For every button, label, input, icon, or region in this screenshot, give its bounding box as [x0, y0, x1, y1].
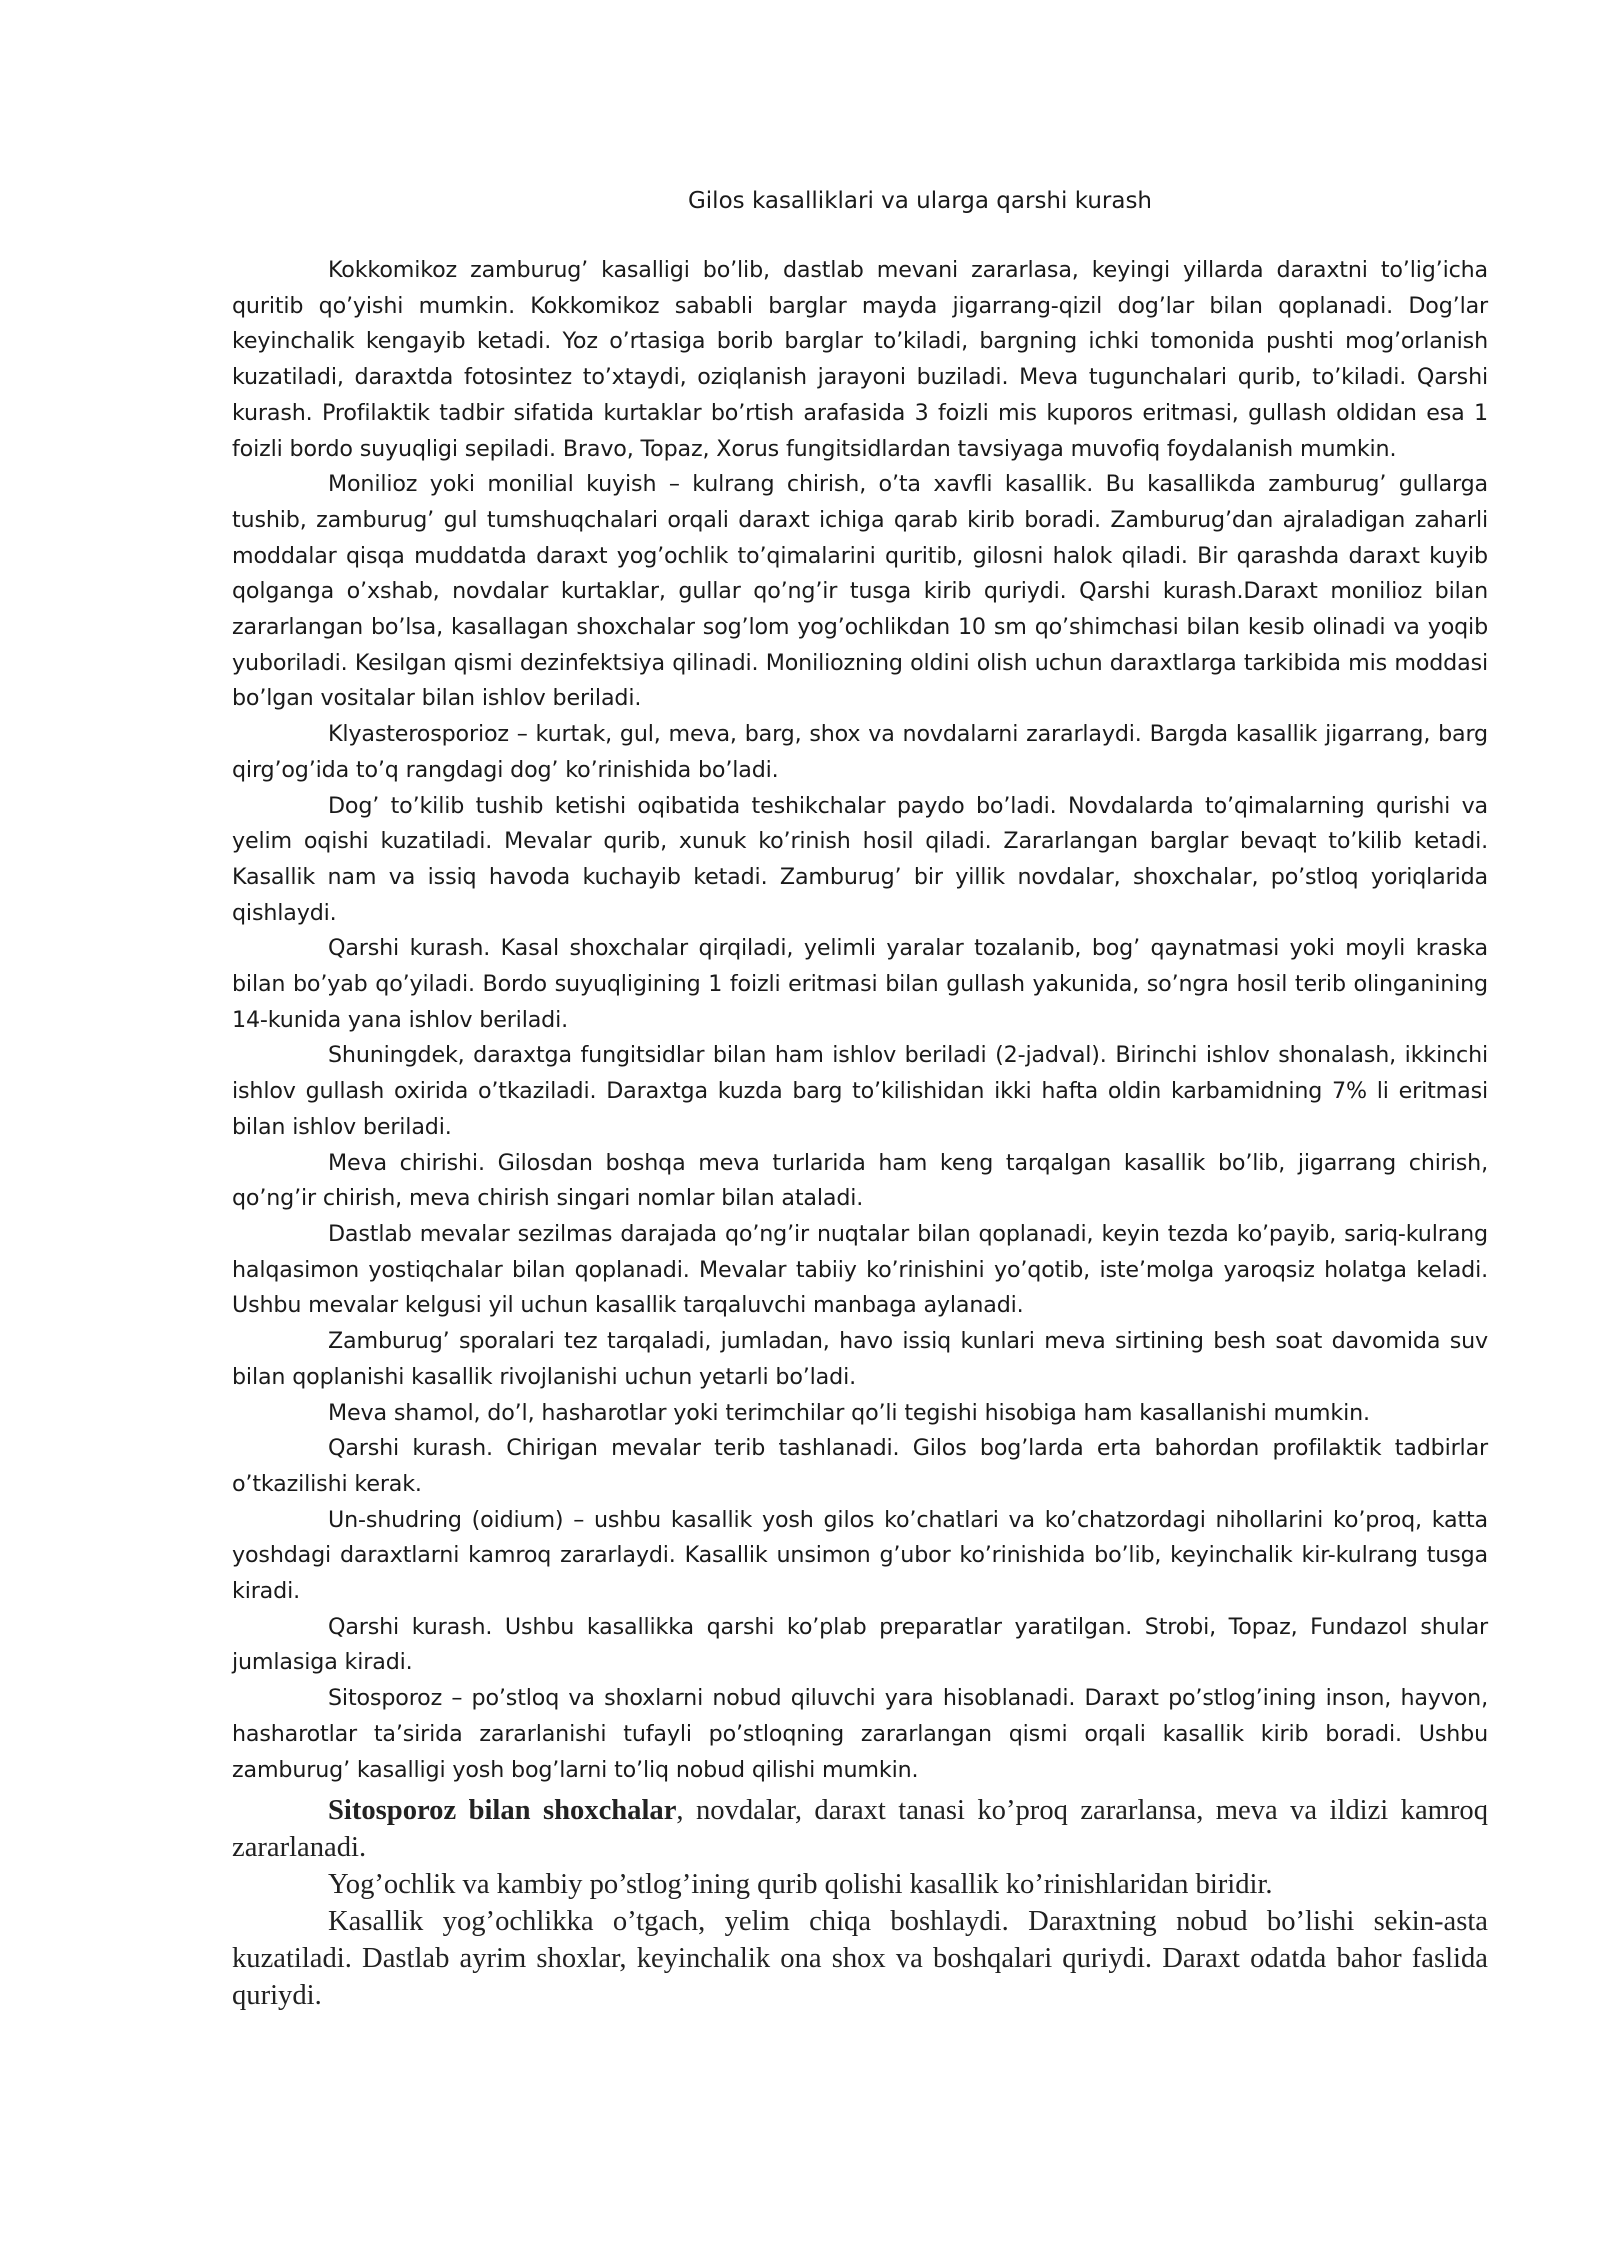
paragraph-meva-shamol: Meva shamol, do’l, hasharotlar yoki terimchilar qo’li tegishi hisobiga ham kasallanishi mumkin. [328, 1399, 1370, 1426]
paragraph-kasallik-yogochlikka: Kasallik yog’ochlikka o’tgach, yelim chiqa boshlaydi. Daraxtning nobud bo’lishi sekin-asta kuzatiladi. Dastlab ayrim shoxlar, keyinchalik ona shox va boshqalari quriydi. Daraxt odatda bahor faslida quriydi. [232, 1906, 1488, 2012]
paragraph-sitosporoz-shoxchalar [232, 1792, 1488, 1866]
paragraph-qarshi-kurash-1: Qarshi kurash. Kasal shoxchalar qirqiladi, yelimli yaralar tozalanib, bog’ qaynatmasi yoki moyli kraska bilan bo’yab qo’yiladi. Bordo suyuqligining 1 foizli eritmasi bilan gullash yakunida, so’ngra hosil terib olinganining 14-kunida yana ishlov beriladi. [232, 935, 1488, 1033]
document-title: Gilos kasalliklari va ularga qarshi kurash [687, 188, 1153, 214]
paragraph-dastlab-mevalar: Dastlab mevalar sezilmas darajada qo’ng’ir nuqtalar bilan qoplanadi, keyin tezda ko’payib, sariq-kulrang halqasimon yostiqchalar bilan qoplanadi. Mevalar tabiiy ko’rinishini yo’qotib, iste’molga yaroqsiz holatga keladi. Ushbu mevalar kelgusi yil uchun kasallik tarqaluvchi manbaga aylanadi. [232, 1220, 1488, 1319]
paragraph-qarshi-kurash-3: Qarshi kurash. Ushbu kasallikka qarshi ko’plab preparatlar yaratilgan. Strobi, Topaz, Fundazol shular jumlasiga kiradi. [232, 1613, 1488, 1676]
paragraph-monilioz: Monilioz yoki monilial kuyish – kulrang chirish, o’ta xavfli kasallik. Bu kasallikda zamburug’ gullarga tushib, zamburug’ gul tumshuqchalari orqali daraxt ichiga qarab kirib boradi. Zamburug’dan ajraladigan zaharli moddalar qisqa muddatda daraxt yog’ochlik to’qimalarini quritib, gilosni halok qiladi. Bir qarashda daraxt kuyib qolganga o’xshab, novdalar kurtaklar, gullar qo’ng’ir tusga kirib quriydi. Qarshi kurash.Daraxt monilioz bilan zararlangan bo’lsa, kasallagan shoxchalar sog’lom yog’ochlikdan 10 sm qo’shimchasi bilan kesib olinadi va yoqib yuboriladi. Kesilgan qismi dezinfektsiya qilinadi. Moniliozning oldini olish uchun daraxtlarga tarkibida mis moddasi bo’lgan vositalar bilan ishlov beriladi. [232, 471, 1488, 712]
paragraph-qarshi-kurash-2: Qarshi kurash. Chirigan mevalar terib tashlanadi. Gilos bog’larda erta bahordan profilaktik tadbirlar o’tkazilishi kerak. [232, 1435, 1488, 1497]
paragraph-sporalar: Zamburug’ sporalari tez tarqaladi, jumladan, havo issiq kunlari meva sirtining besh soat davomida suv bilan qoplanishi kasallik rivojlanishi uchun yetarli bo’ladi. [232, 1328, 1488, 1390]
paragraph-un-shudring: Un-shudring (oidium) – ushbu kasallik yosh gilos ko’chatlari va ko’chatzordagi nihollarini ko’proq, katta yoshdagi daraxtlarni kamroq zararlaydi. Kasallik unsimon g’ubor ko’rinishida bo’lib, keyinchalik kir-kulrang tusga kiradi. [232, 1506, 1488, 1605]
paragraph-klyasterosporioz: Klyasterosporioz – kurtak, gul, meva, barg, shox va novdalarni zararlaydi. Bargda kasallik jigarrang, barg qirg’og’ida to’q rangdagi dog’ ko’rinishida bo’ladi. [232, 721, 1488, 783]
bold-lead-text: Sitosporoz bilan shoxchalar [328, 1795, 677, 1827]
paragraph-meva-chirishi: Meva chirishi. Gilosdan boshqa meva turlarida ham keng tarqalgan kasallik bo’lib, jigarrang chirish, qo’ng’ir chirish, meva chirish singari nomlar bilan ataladi. [232, 1149, 1488, 1212]
document-body [232, 183, 1488, 2014]
paragraph-sitosporoz: Sitosporoz – po’stloq va shoxlarni nobud qiluvchi yara hisoblanadi. Daraxt po’stlog’ining inson, hayvon, hasharotlar ta’sirida zararlanishi tufayli po’stloqning zararlangan qismi orqali kasallik kirib boradi. Ushbu zamburug’ kasalligi yosh bog’larni to’liq nobud qilishi mumkin. [232, 1685, 1488, 1783]
paragraph-continuation: , novdalar, daraxt tanasi ko’proq zararlansa, meva va ildizi kamroq zararlanadi. [232, 1795, 1489, 1864]
paragraph-fungitsidlar: Shuningdek, daraxtga fungitsidlar bilan ham ishlov beriladi (2-jadval). Birinchi ishlov shonalash, ikkinchi ishlov gullash oxirida o’tkaziladi. Daraxtga kuzda barg to’kilishidan ikki hafta oldin karbamidning 7% li eritmasi bilan ishlov beriladi. [232, 1042, 1488, 1140]
serif-section [232, 1792, 1488, 2014]
paragraph-yogochlik: Yog’ochlik va kambiy po’stlog’ining qurib qolishi kasallik ko’rinishlaridan biridir. [328, 1869, 1273, 1901]
paragraph-dog-tokilib: Dog’ to’kilib tushib ketishi oqibatida teshikchalar paydo bo’ladi. Novdalarda to’qimalarning qurishi va yelim oqishi kuzatiladi. Mevalar qurib, xunuk ko’rinish hosil qiladi. Zararlangan barglar bevaqt to’kilib ketadi. Kasallik nam va issiq havoda kuchayib ketadi. Zamburug’ bir yillik novdalar, shoxchalar, po’stloq yoriqlarida qishlaydi. [232, 792, 1488, 926]
paragraph-kokkomikoz: Kokkomikoz zamburug’ kasalligi bo’lib, dastlab mevani zararlasa, keyingi yillarda daraxtni to’lig’icha quritib qo’yishi mumkin. Kokkomikoz sababli barglar mayda jigarrang-qizil dog’lar bilan qoplanadi. Dog’lar keyinchalik kengayib ketadi. Yoz o’rtasiga borib barglar to’kiladi, bargning ichki tomonida pushti mog’orlanish kuzatiladi, daraxtda fotosintez to’xtaydi, oziqlanish jarayoni buziladi. Meva tugunchalari qurib, to’kiladi. Qarshi kurash. Profilaktik tadbir sifatida kurtaklar bo’rtish arafasida 3 foizli mis kuporos eritmasi, gullash oldidan esa 1 foizli bordo suyuqligi sepiladi. Bravo, Topaz, Xorus fungitsidlardan tavsiyaga muvofiq foydalanish mumkin. [232, 257, 1488, 462]
